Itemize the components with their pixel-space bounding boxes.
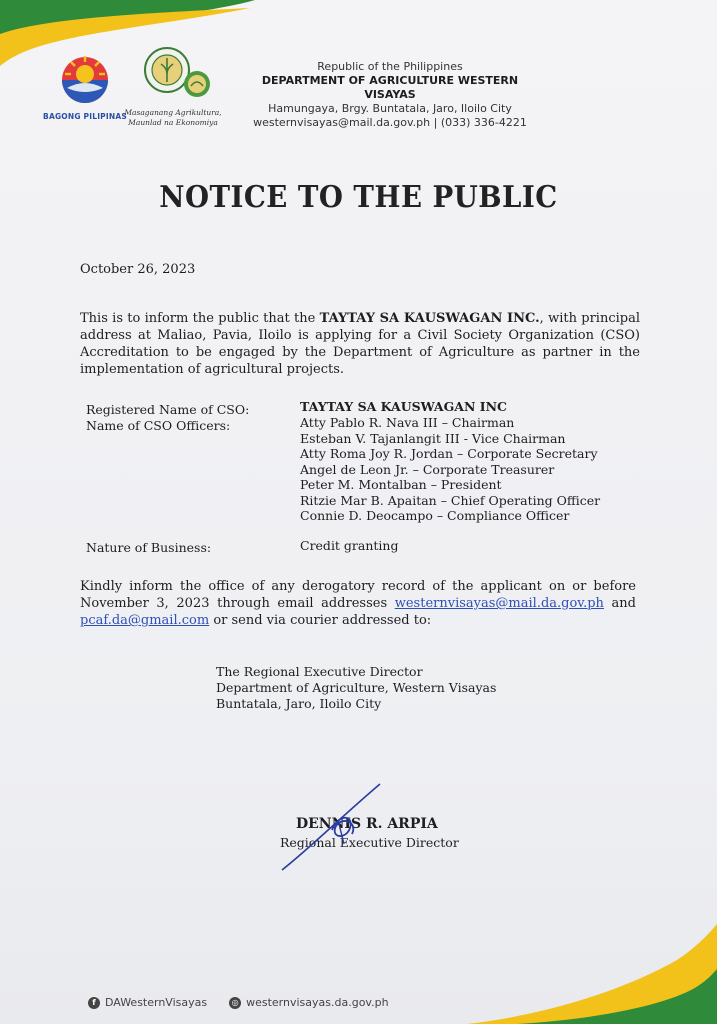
footer-website[interactable]: ◎ westernvisayas.da.gov.ph xyxy=(229,996,388,1009)
handwritten-signature xyxy=(280,778,480,878)
letterhead-address: Hamungaya, Brgy. Buntatala, Jaro, Iloilo City xyxy=(268,102,512,115)
intro-paragraph: This is to inform the public that the TAYTAY SA KAUSWAGAN INC., with principal address at Maliao, Pavia, Iloilo is applying for a Civil Society Organization (CSO) Accreditation to be engaged by the Department of Agriculture as partner in the implementation of agricultural projects. xyxy=(80,311,640,377)
facebook-icon: f xyxy=(88,997,100,1009)
officers-label: Name of CSO Officers: xyxy=(86,418,231,433)
officer-item: Angel de Leon Jr. – Corporate Treasurer xyxy=(300,461,555,477)
registered-name-label: Registered Name of CSO: xyxy=(86,402,250,417)
signatory-name: DENNIS R. ARPIA xyxy=(296,816,438,832)
bagong-pilipinas-emblem-icon xyxy=(53,50,117,106)
officer-item: Atty Pablo R. Nava III – Chairman xyxy=(300,415,515,430)
globe-icon: ◎ xyxy=(229,997,241,1009)
request-paragraph: Kindly inform the office of any derogatory record of the applicant on or before November 3, 2023 through email addresses westernvisayas@mail.da.gov.ph and pcaf.da@gmail.com or send via courier addressed to: xyxy=(80,579,636,628)
officer-item: Esteban V. Tajanlangit III - Vice Chairman xyxy=(300,430,566,446)
letterhead-contact: westernvisayas@mail.da.gov.ph | (033) 336-4221 xyxy=(253,116,527,129)
registered-name-value: TAYTAY SA KAUSWAGAN INC xyxy=(300,399,507,414)
officers-list xyxy=(300,415,600,524)
signatory-title: Regional Executive Director xyxy=(280,835,459,850)
bottom-right-swoosh xyxy=(447,924,717,1024)
officer-item: Peter M. Montalban – President xyxy=(300,477,502,492)
officer-item: Connie D. Deocampo – Compliance Officer xyxy=(300,508,570,523)
email-link-pcaf[interactable]: pcaf.da@gmail.com xyxy=(80,613,210,628)
officer-item: Atty Roma Joy R. Jordan – Corporate Secretary xyxy=(300,446,598,461)
da-seal-icon xyxy=(133,46,213,102)
footer xyxy=(88,996,389,1009)
bagong-pilipinas-label: BAGONG PILIPINAS xyxy=(43,112,127,121)
department-of-agriculture-logo xyxy=(118,46,228,128)
business-value: Credit granting xyxy=(300,538,399,553)
notice-title: NOTICE TO THE PUBLIC xyxy=(159,180,558,215)
notice-date: October 26, 2023 xyxy=(80,262,196,277)
officer-item: Ritzie Mar B. Apaitan – Chief Operating Officer xyxy=(300,492,601,508)
organization-name: TAYTAY SA KAUSWAGAN INC. xyxy=(319,311,540,326)
letterhead-department: DEPARTMENT OF AGRICULTURE WESTERN VISAYAS xyxy=(261,74,519,101)
letterhead-republic: Republic of the Philippines xyxy=(317,60,463,73)
mailing-address: The Regional Executive Director Department of Agriculture, Western Visayas Buntatala, Jaro, Iloilo City xyxy=(216,664,497,711)
da-motto: Masaganang Agrikultura, Maunlad na Ekonomiya xyxy=(124,108,222,127)
email-link-westernvisayas[interactable]: westernvisayas@mail.da.gov.ph xyxy=(394,596,604,611)
letterhead xyxy=(240,60,540,130)
business-label: Nature of Business: xyxy=(86,540,212,555)
bagong-pilipinas-logo xyxy=(42,50,128,121)
footer-facebook[interactable]: f DAWesternVisayas xyxy=(88,996,207,1009)
